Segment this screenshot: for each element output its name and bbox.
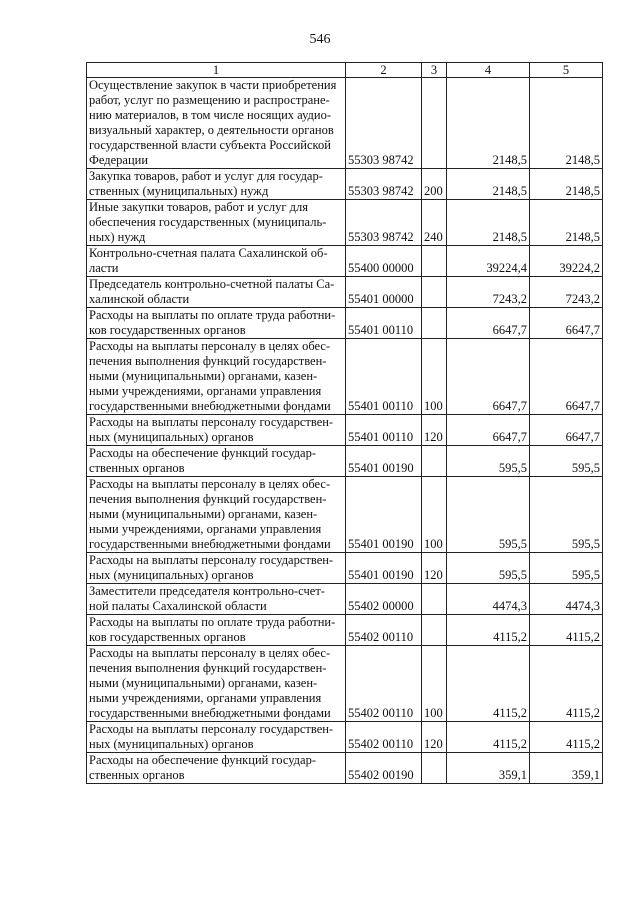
row-expense-type: 120 bbox=[422, 415, 447, 446]
header-col-3: 3 bbox=[422, 63, 447, 78]
row-name: Расходы на выплаты персоналу государствен-ных (муниципальных) органов bbox=[87, 415, 346, 446]
table-row bbox=[87, 753, 603, 784]
row-value-col4: 7243,2 bbox=[447, 277, 530, 308]
row-name: Расходы на обеспечение функций государ-ственных органов bbox=[87, 753, 346, 784]
row-value-col5: 595,5 bbox=[530, 446, 603, 477]
row-value-col4: 359,1 bbox=[447, 753, 530, 784]
row-value-col5: 4474,3 bbox=[530, 584, 603, 615]
row-value-col5: 4115,2 bbox=[530, 615, 603, 646]
row-expense-type bbox=[422, 584, 447, 615]
header-row bbox=[87, 63, 603, 78]
row-name: Расходы на выплаты персоналу в целях обес-печения выполнения функций государствен-ными (муниципальными) органами, казен-ными учреждениями, органами управления государственными внебюджетными фондами bbox=[87, 477, 346, 553]
row-name: Закупка товаров, работ и услуг для государ-ственных (муниципальных) нужд bbox=[87, 169, 346, 200]
row-value-col4: 6647,7 bbox=[447, 308, 530, 339]
row-value-col5: 359,1 bbox=[530, 753, 603, 784]
row-value-col5: 2148,5 bbox=[530, 78, 603, 169]
row-expense-type: 120 bbox=[422, 553, 447, 584]
table-row bbox=[87, 339, 603, 415]
row-value-col5: 2148,5 bbox=[530, 200, 603, 246]
table-row bbox=[87, 246, 603, 277]
table-row bbox=[87, 446, 603, 477]
budget-table bbox=[86, 62, 603, 784]
row-name: Расходы на выплаты персоналу в целях обес-печения выполнения функций государствен-ными (муниципальными) органами, казен-ными учреждениями, органами управления государственными внебюджетными фондами bbox=[87, 646, 346, 722]
row-expense-type: 100 bbox=[422, 339, 447, 415]
row-value-col4: 4474,3 bbox=[447, 584, 530, 615]
row-name: Председатель контрольно-счетной палаты Са-халинской области bbox=[87, 277, 346, 308]
row-value-col5: 6647,7 bbox=[530, 415, 603, 446]
row-name: Осуществление закупок в части приобретения работ, услуг по размещению и распростране-нию материалов, в том числе носящих аудио-визуальный характер, о деятельности органов государственной власти субъекта Российской Федерации bbox=[87, 78, 346, 169]
row-code: 55303 98742 bbox=[346, 169, 422, 200]
row-value-col4: 595,5 bbox=[447, 553, 530, 584]
row-value-col4: 39224,4 bbox=[447, 246, 530, 277]
table-row bbox=[87, 78, 603, 169]
page-number: 546 bbox=[309, 32, 331, 47]
row-expense-type: 240 bbox=[422, 200, 447, 246]
table-row bbox=[87, 308, 603, 339]
table-row bbox=[87, 584, 603, 615]
row-expense-type bbox=[422, 277, 447, 308]
row-code: 55402 00190 bbox=[346, 753, 422, 784]
row-code: 55401 00190 bbox=[346, 477, 422, 553]
row-value-col4: 595,5 bbox=[447, 446, 530, 477]
row-expense-type: 100 bbox=[422, 477, 447, 553]
table-row bbox=[87, 477, 603, 553]
row-value-col4: 2148,5 bbox=[447, 169, 530, 200]
row-value-col5: 595,5 bbox=[530, 477, 603, 553]
row-name: Иные закупки товаров, работ и услуг для обеспечения государственных (муниципаль-ных) нужд bbox=[87, 200, 346, 246]
row-value-col5: 2148,5 bbox=[530, 169, 603, 200]
row-value-col5: 4115,2 bbox=[530, 646, 603, 722]
row-name: Расходы на выплаты по оплате труда работни-ков государственных органов bbox=[87, 308, 346, 339]
row-code: 55402 00110 bbox=[346, 646, 422, 722]
table-body bbox=[87, 78, 603, 784]
row-value-col4: 4115,2 bbox=[447, 615, 530, 646]
row-value-col5: 6647,7 bbox=[530, 339, 603, 415]
row-code: 55402 00110 bbox=[346, 615, 422, 646]
row-name: Контрольно-счетная палата Сахалинской об-ласти bbox=[87, 246, 346, 277]
row-expense-type bbox=[422, 615, 447, 646]
row-expense-type bbox=[422, 753, 447, 784]
table-row bbox=[87, 553, 603, 584]
table-row bbox=[87, 415, 603, 446]
row-name: Расходы на выплаты персоналу государствен-ных (муниципальных) органов bbox=[87, 722, 346, 753]
row-value-col4: 6647,7 bbox=[447, 415, 530, 446]
row-code: 55401 00110 bbox=[346, 415, 422, 446]
row-value-col4: 6647,7 bbox=[447, 339, 530, 415]
row-value-col4: 2148,5 bbox=[447, 78, 530, 169]
row-value-col5: 4115,2 bbox=[530, 722, 603, 753]
row-name: Расходы на выплаты по оплате труда работни-ков государственных органов bbox=[87, 615, 346, 646]
row-name: Расходы на обеспечение функций государ-ственных органов bbox=[87, 446, 346, 477]
row-code: 55303 98742 bbox=[346, 78, 422, 169]
header-col-2: 2 bbox=[346, 63, 422, 78]
row-name: Расходы на выплаты персоналу государствен-ных (муниципальных) органов bbox=[87, 553, 346, 584]
table-row bbox=[87, 722, 603, 753]
row-code: 55401 00190 bbox=[346, 553, 422, 584]
row-expense-type: 120 bbox=[422, 722, 447, 753]
table-row bbox=[87, 169, 603, 200]
row-expense-type: 100 bbox=[422, 646, 447, 722]
row-value-col5: 595,5 bbox=[530, 553, 603, 584]
row-code: 55401 00000 bbox=[346, 277, 422, 308]
row-name: Заместители председателя контрольно-счет-ной палаты Сахалинской области bbox=[87, 584, 346, 615]
header-col-1: 1 bbox=[87, 63, 346, 78]
row-value-col4: 595,5 bbox=[447, 477, 530, 553]
row-value-col5: 39224,2 bbox=[530, 246, 603, 277]
row-expense-type bbox=[422, 446, 447, 477]
row-code: 55401 00110 bbox=[346, 339, 422, 415]
row-expense-type bbox=[422, 308, 447, 339]
table-header bbox=[87, 63, 603, 78]
table-row bbox=[87, 277, 603, 308]
row-value-col4: 4115,2 bbox=[447, 646, 530, 722]
header-col-4: 4 bbox=[447, 63, 530, 78]
row-expense-type bbox=[422, 78, 447, 169]
row-value-col5: 6647,7 bbox=[530, 308, 603, 339]
row-value-col4: 4115,2 bbox=[447, 722, 530, 753]
row-value-col5: 7243,2 bbox=[530, 277, 603, 308]
row-value-col4: 2148,5 bbox=[447, 200, 530, 246]
header-col-5: 5 bbox=[530, 63, 603, 78]
table-row bbox=[87, 200, 603, 246]
row-expense-type: 200 bbox=[422, 169, 447, 200]
row-name: Расходы на выплаты персоналу в целях обес-печения выполнения функций государствен-ными (муниципальными) органами, казен-ными учреждениями, органами управления государственными внебюджетными фондами bbox=[87, 339, 346, 415]
row-code: 55401 00190 bbox=[346, 446, 422, 477]
row-code: 55402 00000 bbox=[346, 584, 422, 615]
table-row bbox=[87, 615, 603, 646]
row-code: 55303 98742 bbox=[346, 200, 422, 246]
row-expense-type bbox=[422, 246, 447, 277]
row-code: 55400 00000 bbox=[346, 246, 422, 277]
table-row bbox=[87, 646, 603, 722]
row-code: 55402 00110 bbox=[346, 722, 422, 753]
row-code: 55401 00110 bbox=[346, 308, 422, 339]
